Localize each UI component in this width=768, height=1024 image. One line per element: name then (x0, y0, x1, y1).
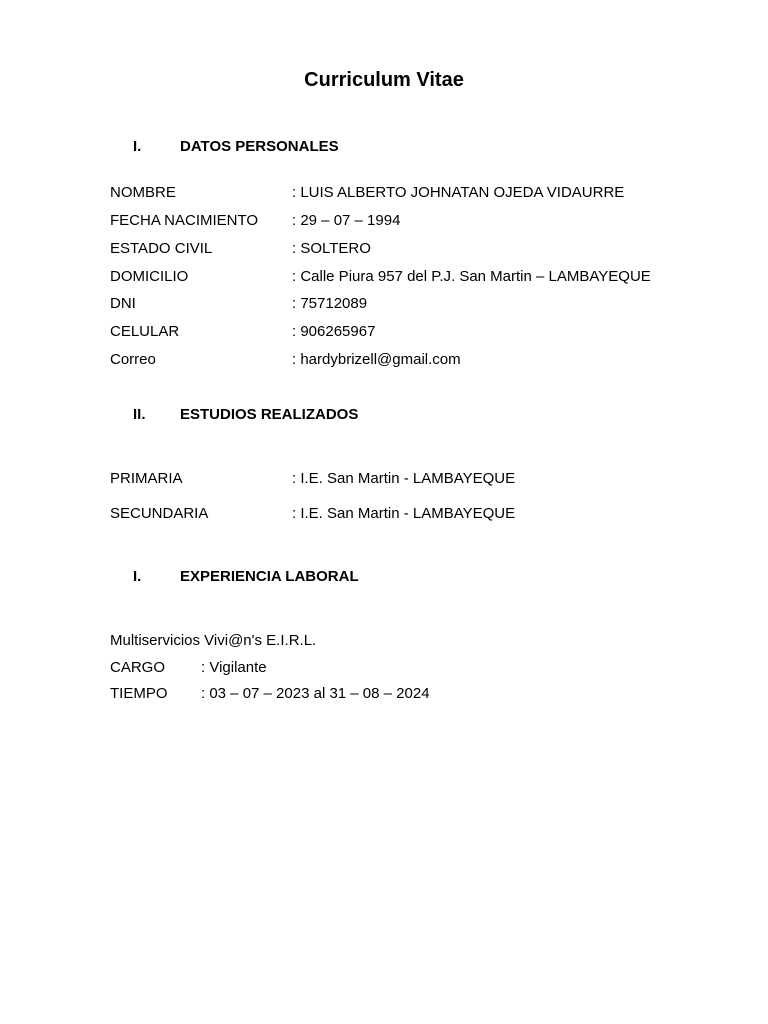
section-number: II. (133, 406, 146, 423)
section-title: EXPERIENCIA LABORAL (180, 568, 359, 585)
section-number: I. (133, 138, 142, 155)
field-value: : I.E. San Martin - LAMBAYEQUE (292, 505, 516, 522)
field-label: DOMICILIO (110, 268, 189, 285)
field-label: CARGO (110, 659, 166, 676)
field-value: : SOLTERO (292, 240, 371, 257)
field-label: SECUNDARIA (110, 505, 209, 522)
field-value: : hardybrizell@gmail.com (292, 351, 461, 368)
field-label: ESTADO CIVIL (110, 240, 213, 257)
field-value: : 75712089 (292, 295, 368, 312)
section-number: I. (133, 568, 142, 585)
document-title: Curriculum Vitae (304, 69, 464, 91)
field-value: : Vigilante (201, 659, 267, 676)
field-value: : LUIS ALBERTO JOHNATAN OJEDA VIDAURRE (292, 184, 625, 201)
personal-row-nombre (110, 184, 624, 201)
experience-company (110, 632, 316, 649)
personal-row-estado-civil (110, 240, 371, 257)
field-label: FECHA NACIMIENTO (110, 212, 259, 229)
personal-row-domicilio (110, 268, 651, 285)
field-value: : I.E. San Martin - LAMBAYEQUE (292, 470, 516, 487)
studies-row-secundaria (110, 505, 515, 522)
field-label: Correo (110, 351, 156, 368)
section-title: ESTUDIOS REALIZADOS (180, 406, 359, 423)
field-value: : 03 – 07 – 2023 al 31 – 08 – 2024 (201, 685, 430, 702)
section-title: DATOS PERSONALES (180, 138, 339, 155)
experience-row-tiempo (110, 685, 430, 702)
section-heading-experience (133, 568, 359, 585)
section-heading-personal (133, 138, 339, 155)
personal-row-celular (110, 323, 375, 340)
section-heading-studies (133, 406, 358, 423)
field-label: PRIMARIA (110, 470, 183, 487)
personal-row-fecha-nacimiento (110, 212, 400, 229)
field-value: : 906265967 (292, 323, 376, 340)
field-value: : Calle Piura 957 del P.J. San Martin – LAMBAYEQUE (292, 268, 651, 285)
studies-row-primaria (110, 470, 515, 487)
personal-row-dni (110, 295, 367, 312)
personal-row-correo (110, 351, 461, 368)
field-label: NOMBRE (110, 184, 176, 201)
field-label: CELULAR (110, 323, 180, 340)
experience-row-cargo (110, 659, 267, 676)
company-name: Multiservicios Vivi@n's E.I.R.L. (110, 632, 317, 649)
field-value: : 29 – 07 – 1994 (292, 212, 401, 229)
field-label: DNI (110, 295, 136, 312)
field-label: TIEMPO (110, 685, 168, 702)
